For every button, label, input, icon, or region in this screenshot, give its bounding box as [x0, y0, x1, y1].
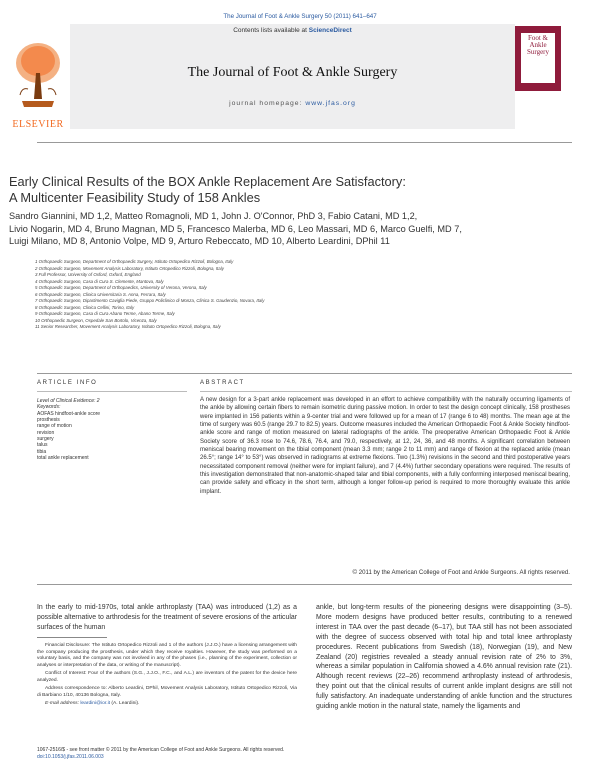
doi-link[interactable]: doi:10.1053/j.jfas.2011.06.003 — [37, 754, 104, 760]
affiliation: 1 Orthopaedic Surgeon, Department of Orthopaedic Surgery, Istituto Ortopedico Rizzoli, Bologna, Italy — [35, 259, 234, 264]
keyword: surgery — [37, 436, 54, 443]
keyword: total ankle replacement — [37, 455, 89, 462]
keyword: AOFAS hindfoot-ankle score — [37, 410, 101, 417]
affiliation: 2 Orthopaedic Surgeon, Movement Analysis Laboratory, Istituto Ortopedico Rizzoli, Bologna, Italy — [35, 265, 224, 271]
authors-line-1: Sandro Giannini, MD 1,2, Matteo Romagnoli, MD 1, John J. O'Connor, PhD 3, Fabio Catani, MD 1,2, — [9, 211, 418, 221]
issn-line: 1067-2516/$ - see front matter © 2011 by the American College of Foot and Ankle Surgeons. All rights reserved. — [37, 747, 285, 753]
affiliation: 5 Orthopaedic Surgeon, Department of Orthopaedics, University of Verona, Verona, Italy — [35, 285, 207, 290]
email-line: E-mail address: leardini@ior.it (A. Leardini). — [45, 701, 140, 706]
abstract-text: A new design for a 3-part ankle replacement was developed in an effort to achieve compatibility with the naturally occurring ligaments of the ankle by allowing certain fibers to remain isometric during passive motion. In order to test the design concept clinically, 158 prostheses were implanted in 156 patients within a 9-center trial and were followed up for a mean of 17 (range 6 to 48) months. The mean age at the time of surgery was 60.5 (range 29.7 to 82.5) years. Outcome measures included the American Orthopaedic Foot & Ankle Society hindfoot-ankle score and range of motion measured on lateral radiographs of the ankle. The preoperative American Orthopaedic Foot & Ankle Society score of 36.3 rose to 74.6, 78.6, 76.4, and 79.0, respectively, at 12, 24, 36, and 48 months. A significant correlation between meniscal bearing movement on the tibial component (mean 3.3 mm; range 2 to 11 mm) and range of flexion at the replaced ankle (mean 26.5°; range 14° to 53°) was observed in radiograms at extreme flexions. Two (1.3%) revisions in the second and third postoperative years necessitated component removal (neither were for implant failure), and 7 (4.4%) further secondary operations were required. The results of this investigation demonstrated that non-anatomic-shaped talar and tibial components, with a fully conforming interposed meniscal bearing, can provide safety and efficacy in the short term, although a longer follow-up period is required to more thoroughly evaluate this ankle implant. — [200, 397, 570, 495]
keywords-label: Keywords: — [37, 404, 61, 411]
affiliations — [35, 259, 555, 331]
keyword: range of motion — [37, 423, 72, 430]
body-column-left: In the early to mid-1970s, total ankle arthroplasty (TAA) was introduced (1,2) as a possible alternative to arthrodesis for the treatment of severe erosions of the articular surfaces of the human — [37, 604, 297, 631]
affiliation: 10 Orthopaedic Surgeon, Ospedale San Bortolo, Vicenza, Italy — [35, 317, 157, 323]
contents-line: Contents lists available at ScienceDirect — [233, 27, 352, 34]
affiliation: 4 Orthopaedic Surgeon, Casa di Cura S. Clemente, Mantova, Italy — [35, 278, 164, 284]
financial-disclosure: Financial Disclosure: The Istituto Ortopedico Rizzoli and 1 of the authors (J.J.O.) have a licensing arrangement with the company producing the prosthesis, under which they receive royalties. However, the study was performed on a voluntary basis, and the company was not involved in any of the phases (i.e., planning of the experiment, collection or analyses or interpretation of the data, or writing of the manuscript). — [37, 643, 297, 668]
elsevier-tree-logo — [8, 29, 68, 117]
article-info-rule — [37, 391, 187, 392]
page-footer — [37, 747, 297, 761]
keyword: tibia — [37, 448, 47, 455]
journal-homepage: journal homepage: www.jfas.org — [229, 100, 356, 107]
abstract-rule — [200, 391, 572, 392]
email-link[interactable]: leardini@ior.it — [80, 701, 111, 706]
header-divider — [37, 142, 572, 143]
affiliation: 9 Orthopaedic Surgeon, Casa di Cura Abano Terme, Abano Terme, Italy — [35, 311, 175, 316]
authors-line-3: Luigi Milano, MD 8, Antonio Volpe, MD 9, Arturo Rebeccato, MD 10, Alberto Leardini, DPhil 11 — [9, 236, 390, 246]
affiliation: 7 Orthopaedic Surgeon, Dipartimento Caviglia Piede, Gruppo Policlinico di Monza, Clinica S. Gaudenzio, Novara, Italy — [35, 298, 265, 303]
article-info-heading: ARTICLE INFO — [37, 380, 98, 386]
footnotes — [37, 643, 297, 710]
affiliation: 6 Orthopaedic Surgeon, Clinica Universitaria S. Anna, Ferrara, Italy — [35, 291, 166, 297]
publisher-name: ELSEVIER — [12, 119, 64, 130]
journal-title: The Journal of Foot & Ankle Surgery — [187, 65, 398, 80]
section-divider — [37, 373, 572, 374]
journal-citation: The Journal of Foot & Ankle Surgery 50 (2011) 641–647 — [223, 13, 377, 20]
journal-cover-title: Foot & Ankle Surgery — [526, 34, 550, 56]
keyword: revision — [37, 429, 55, 436]
footnote-divider — [37, 637, 107, 638]
affiliation: 8 Orthopaedic Surgeon, Clinica Cellini, Torino, Italy — [35, 304, 135, 310]
author-list — [9, 210, 589, 248]
abstract-bottom-divider — [37, 584, 572, 585]
conflict-of-interest: Conflict of Interest: Four of the authors (S.G., J.J.O., F.C., and A.L.) are inventors of the patent for the device here analyzed. — [37, 671, 297, 683]
keyword: prosthesis — [37, 417, 60, 424]
affiliation: 3 Full Professor, University of Oxford, Oxford, England — [35, 272, 141, 277]
article-title — [9, 174, 569, 206]
body-column-right: ankle, but long-term results of the pioneering designs were disappointing (3–5). More modern designs have produced better results, contributing to a renewed interest in TAA over the past decade (6–17), but TAA still has not been associated with the degree of success observed with total hip and total knee arthroplasty procedures. Recent publications from Swedish (18), Norwegian (19), and New Zealand (20) registries revealed a steady annual revision rate of 2% to 3%, whereas a similar population in California showed a 4.6% annual revision rate (21). Although recent reviews (22–26) recommend arthroplasty instead of arthrodesis, they point out that the clinical results of current ankle implant designs are still not fully satisfactory. An inadequate understanding of ankle function and the structures guiding ankle motion in the natural state, namely the ligaments and — [316, 604, 572, 711]
affiliation: 11 Senior Researcher, Movement Analysis Laboratory, Istituto Ortopedico Rizzoli, Bologna, Italy — [35, 324, 221, 329]
journal-header — [8, 23, 592, 141]
keyword: talus — [37, 442, 48, 449]
sciencedirect-link[interactable]: ScienceDirect — [308, 27, 352, 34]
homepage-link[interactable]: www.jfas.org — [305, 100, 356, 107]
title-line-2: A Multicenter Feasibility Study of 158 Ankles — [9, 190, 261, 205]
title-line-1: Early Clinical Results of the BOX Ankle Replacement Are Satisfactory: — [9, 174, 406, 189]
correspondence-address: Address correspondence to: Alberto Leardini, DPhil, Movement Analysis Laboratory, Istituto Ortopedico Rizzoli, Via di Barbiano 1/10, 40136 Bologna, Italy. — [37, 686, 297, 698]
authors-line-2: Livio Nogarin, MD 4, Bruno Magnan, MD 5, Francesco Malerba, MD 6, Leo Massari, MD 6, Marco Guelfi, MD 7, — [9, 223, 462, 234]
abstract-copyright: © 2011 by the American College of Foot and Ankle Surgeons. All rights reserved. — [352, 569, 570, 576]
article-info-list — [37, 398, 187, 461]
abstract-heading: ABSTRACT — [200, 380, 245, 386]
evidence-level: Level of Clinical Evidence: 2 — [37, 398, 100, 404]
